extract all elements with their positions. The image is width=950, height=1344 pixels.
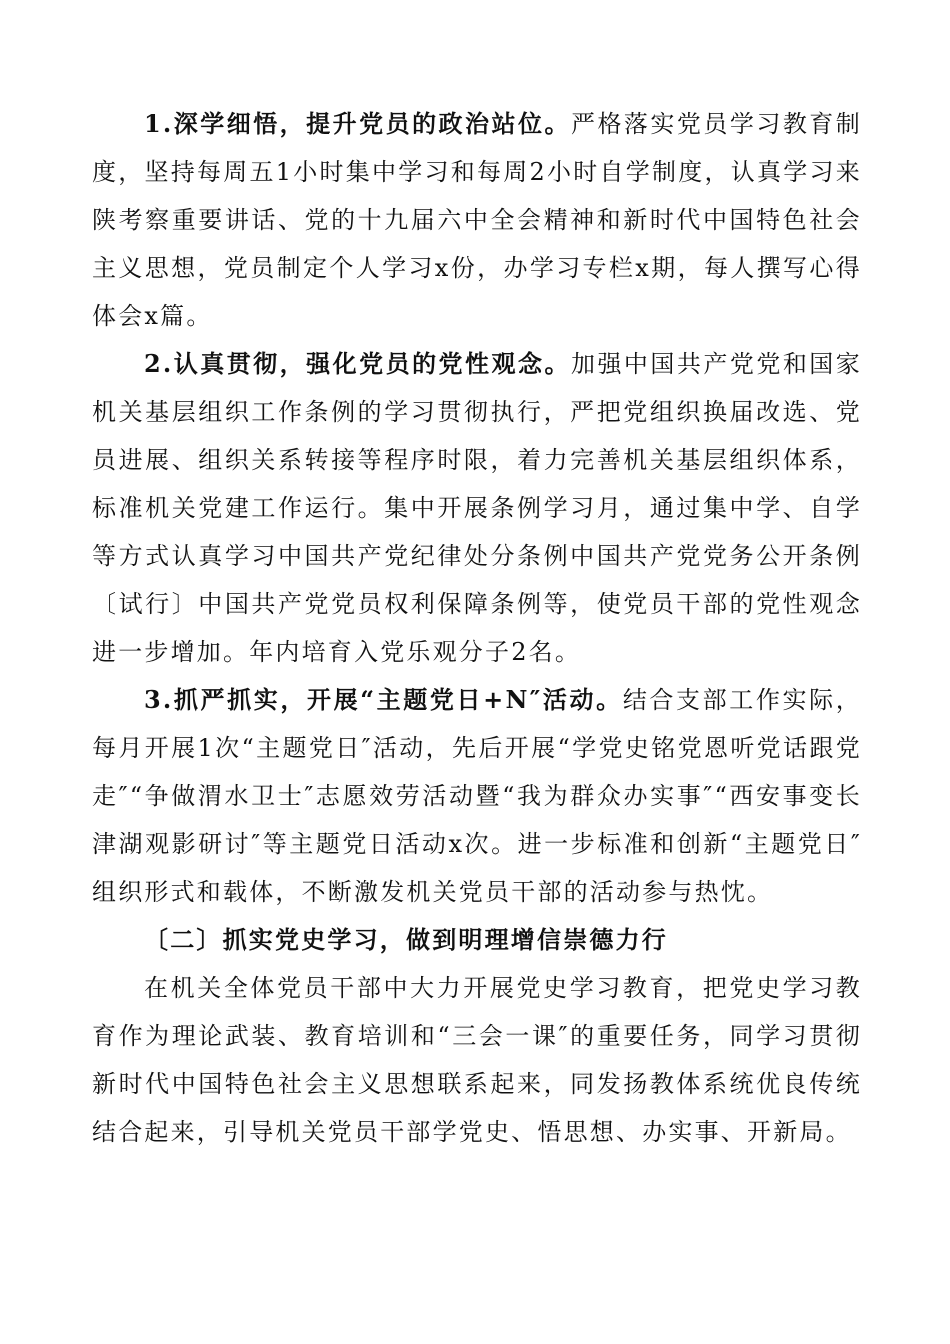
paragraph-2: [92, 340, 862, 676]
paragraph-2-body: 加强中国共产党党和国家机关基层组织工作条例的学习贯彻执行，严把党组织换届改选、党员进展、组织关系转接等程序时限，着力完善机关基层组织体系，标准机关党建工作运行。集中开展条例学习月，通过集中学、自学等方式认真学习中国共产党纪律处分条例中国共产党党务公开条例〔试行〕中国共产党党员权利保障条例等，使党员干部的党性观念进一步增加。年内培育入党乐观分子2名。: [92, 350, 862, 666]
paragraph-1-body: 严格落实党员学习教育制度，坚持每周五1小时集中学习和每周2小时自学制度，认真学习来陕考察重要讲话、党的十九届六中全会精神和新时代中国特色社会主义思想，党员制定个人学习x份，办学习专栏x期，每人撰写心得体会x篇。: [92, 110, 862, 330]
paragraph-3-lead: 3.抓严抓实，开展“主题党日+N″活动。: [144, 685, 623, 714]
paragraph-1: [92, 100, 862, 340]
paragraph-3-body: 结合支部工作实际，每月开展1次“主题党日″活动，先后开展“学党史铭党恩听党话跟党走″“争做渭水卫士″志愿效劳活动暨“我为群众办实事″“西安事变长津湖观影研讨″等主题党日活动x次。进一步标准和创新“主题党日″组织形式和载体，不断激发机关党员干部的活动参与热忱。: [92, 686, 862, 906]
paragraph-3: [92, 676, 862, 916]
document-content: [92, 100, 862, 1156]
section-heading: 〔二〕抓实党史学习，做到明理增信崇德力行: [144, 925, 668, 954]
paragraph-1-lead: 1.深学细悟，提升党员的政治站位。: [144, 109, 571, 138]
section-body: 在机关全体党员干部中大力开展党史学习教育，把党史学习教育作为理论武装、教育培训和“三会一课″的重要任务，同学习贯彻新时代中国特色社会主义思想联系起来，同发扬教体系统优良传统结合起来，引导机关党员干部学党史、悟思想、办实事、开新局。: [92, 974, 862, 1146]
paragraph-2-lead: 2.认真贯彻，强化党员的党性观念。: [144, 349, 571, 378]
